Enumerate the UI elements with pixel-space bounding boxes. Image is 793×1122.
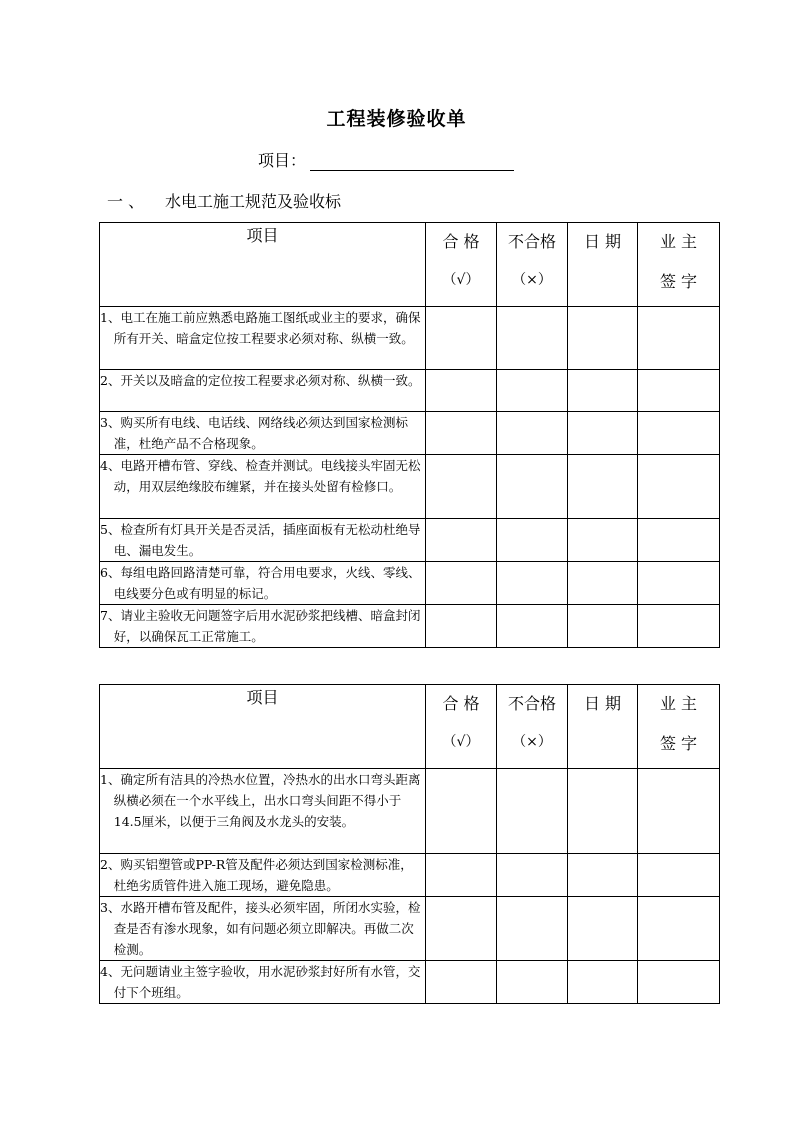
header-owner-line2: 签 字 [659,734,698,753]
table-row [100,519,720,562]
fail-cell[interactable] [497,961,568,1004]
header-owner-line2: 签 字 [659,272,698,291]
table-header-row [100,223,720,307]
signature-cell[interactable] [638,455,720,519]
document-title: 工程装修验收单 [326,108,467,130]
table-row [100,455,720,519]
header-item: 项目 [100,223,426,307]
date-cell[interactable] [568,562,638,605]
fail-cell[interactable] [497,412,568,455]
item-text: 3、购买所有电线、电话线、网络线必须达到国家检测标准，杜绝产品不合格现象。 [100,415,408,451]
signature-cell[interactable] [638,412,720,455]
signature-cell[interactable] [638,307,720,370]
pass-cell[interactable] [426,370,497,412]
header-fail [497,685,568,769]
table-row [100,605,720,648]
table-row [100,854,720,897]
date-cell[interactable] [568,961,638,1004]
header-pass [426,685,497,769]
table-row [100,412,720,455]
project-blank-line[interactable] [310,152,514,171]
header-owner-line1: 业 主 [659,694,698,713]
date-cell[interactable] [568,412,638,455]
fail-cell[interactable] [497,769,568,854]
section-heading [107,189,341,212]
header-fail [497,223,568,307]
table-row [100,961,720,1004]
signature-cell[interactable] [638,854,720,897]
item-text: 7、请业主验收无问题签字后用水泥砂浆把线槽、暗盒封闭好，以确保瓦工正常施工。 [100,608,421,644]
table-header-row [100,685,720,769]
fail-cell[interactable] [497,605,568,648]
project-label: 项目： [258,151,307,170]
date-cell[interactable] [568,769,638,854]
header-fail-label: 不合格 [507,232,556,251]
date-cell[interactable] [568,455,638,519]
fail-cell[interactable] [497,455,568,519]
date-cell[interactable] [568,854,638,897]
project-line [258,148,514,171]
date-cell[interactable] [568,307,638,370]
table-row [100,370,720,412]
date-cell[interactable] [568,370,638,412]
header-fail-label: 不合格 [507,694,556,713]
signature-cell[interactable] [638,519,720,562]
pass-cell[interactable] [426,854,497,897]
header-date-label: 日 期 [583,694,622,713]
pass-cell[interactable] [426,769,497,854]
fail-cell[interactable] [497,370,568,412]
header-owner [638,685,720,769]
header-pass-label: 合 格 [442,232,480,251]
signature-cell[interactable] [638,562,720,605]
fail-cell[interactable] [497,307,568,370]
table-row [100,307,720,370]
pass-cell[interactable] [426,605,497,648]
pass-cell[interactable] [426,455,497,519]
header-owner [638,223,720,307]
table-row [100,562,720,605]
item-text: 5、检查所有灯具开关是否灵活，插座面板有无松动杜绝导电、漏电发生。 [100,522,421,558]
section-number: 一 、 [107,192,145,211]
table-row [100,897,720,961]
header-fail-mark: （×） [512,272,552,288]
signature-cell[interactable] [638,897,720,961]
header-date [568,223,638,307]
item-text: 3、水路开槽布管及配件，接头必须牢固，所闭水实验，检查是否有渗水现象，如有问题必须立即解决。再做二次检测。 [100,900,421,957]
fail-cell[interactable] [497,897,568,961]
date-cell[interactable] [568,519,638,562]
signature-cell[interactable] [638,961,720,1004]
pass-cell[interactable] [426,307,497,370]
pass-cell[interactable] [426,519,497,562]
header-date [568,685,638,769]
item-text: 1、确定所有洁具的冷热水位置，冷热水的出水口弯头距离纵横必须在一个水平线上，出水口弯头间距不得小于14.5厘米，以便于三角阀及水龙头的安装。 [100,772,421,829]
header-fail-mark: （×） [512,734,552,750]
signature-cell[interactable] [638,605,720,648]
header-pass-mark: （√） [442,272,480,288]
signature-cell[interactable] [638,769,720,854]
pass-cell[interactable] [426,562,497,605]
header-pass-mark: （√） [442,734,480,750]
item-text: 1、电工在施工前应熟悉电路施工图纸或业主的要求，确保所有开关、暗盒定位按工程要求必须对称、纵横一致。 [100,310,421,346]
signature-cell[interactable] [638,370,720,412]
electrical-checklist-table [99,222,720,648]
date-cell[interactable] [568,897,638,961]
pass-cell[interactable] [426,897,497,961]
pass-cell[interactable] [426,961,497,1004]
date-cell[interactable] [568,605,638,648]
header-date-label: 日 期 [583,232,622,251]
item-text: 2、购买铝塑管或PP-R管及配件必须达到国家检测标准，杜绝劣质管件进入施工现场，避免隐患。 [100,857,413,893]
header-pass-label: 合 格 [442,694,480,713]
plumbing-checklist-table [99,684,720,1004]
item-text: 4、电路开槽布管、穿线、检查并测试。电线接头牢固无松动，用双层绝缘胶布缠紧，并在接头处留有检修口。 [100,458,421,494]
item-text: 4、无问题请业主签字验收，用水泥砂浆封好所有水管，交付下个班组。 [100,964,421,1000]
header-pass [426,223,497,307]
header-item: 项目 [100,685,426,769]
item-text: 2、开关以及暗盒的定位按工程要求必须对称、纵横一致。 [100,373,421,388]
table-row [100,769,720,854]
pass-cell[interactable] [426,412,497,455]
section-title: 水电工施工规范及验收标 [165,192,342,211]
item-text: 6、每组电路回路清楚可靠，符合用电要求，火线、零线、电线要分色或有明显的标记。 [100,565,421,601]
fail-cell[interactable] [497,519,568,562]
fail-cell[interactable] [497,854,568,897]
header-owner-line1: 业 主 [659,232,698,251]
fail-cell[interactable] [497,562,568,605]
